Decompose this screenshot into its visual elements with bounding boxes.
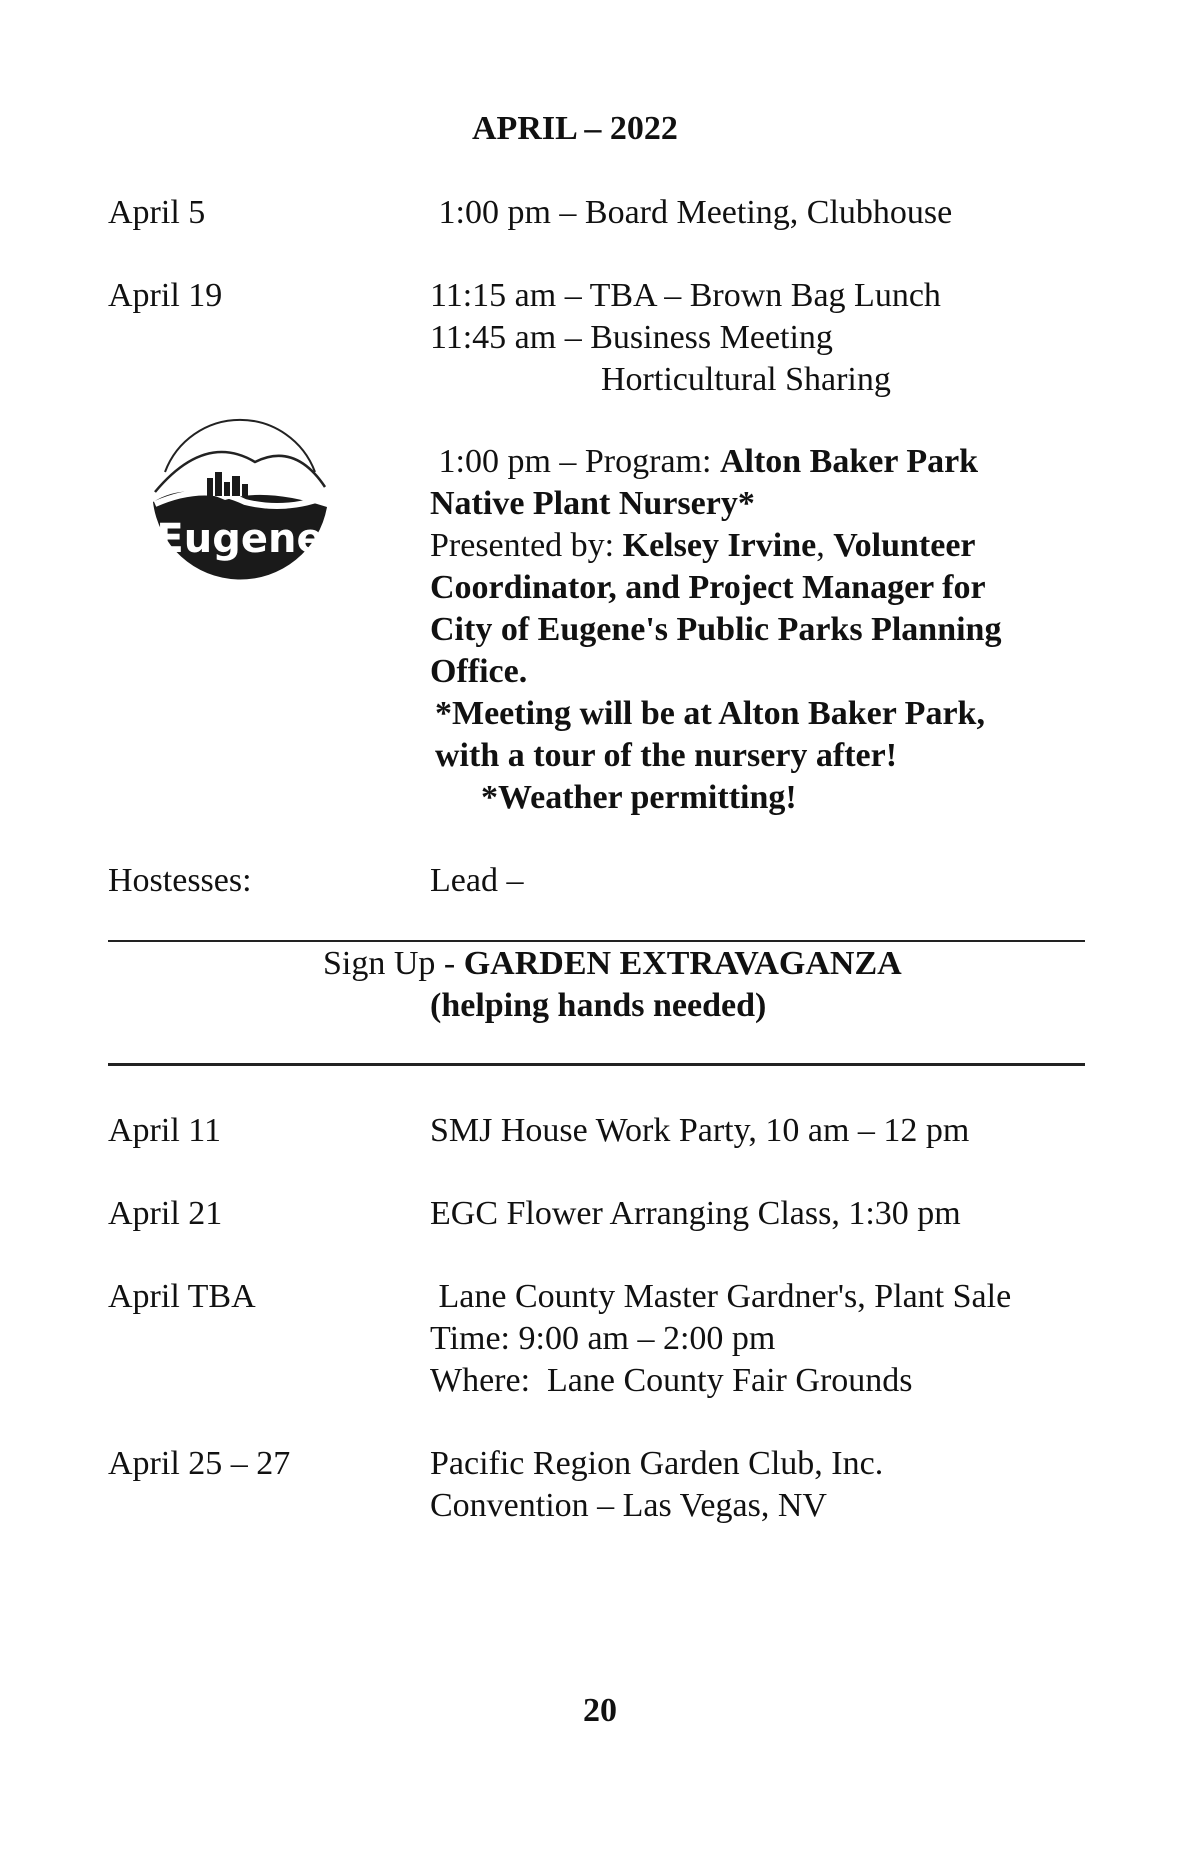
event-line: Where: Lane County Fair Grounds — [430, 1362, 913, 1399]
divider — [108, 1063, 1085, 1066]
event-date: April 11 — [108, 1112, 222, 1149]
event-date: April 21 — [108, 1195, 223, 1232]
program-line-1 — [430, 441, 978, 483]
program-note: *Meeting will be at Alton Baker Park, — [435, 695, 985, 732]
hostesses-label: Hostesses: — [108, 862, 252, 899]
signup-line — [323, 943, 902, 985]
eugene-city-logo-icon — [145, 412, 335, 597]
program-note: with a tour of the nursery after! — [435, 737, 898, 774]
signup-subtitle: (helping hands needed) — [430, 987, 767, 1024]
logo-text: Eugene — [156, 516, 324, 562]
signup-title: GARDEN EXTRAVAGANZA — [463, 945, 902, 982]
event-date: April 5 — [108, 194, 206, 231]
event-date: April 25 – 27 — [108, 1445, 291, 1482]
page-number: 20 — [583, 1692, 617, 1729]
presenter-role-line: Coordinator, and Project Manager for — [430, 569, 986, 606]
page-title: APRIL – 2022 — [472, 110, 678, 147]
event-line: Time: 9:00 am – 2:00 pm — [430, 1320, 776, 1357]
event-line: Horticultural Sharing — [601, 361, 891, 398]
presenter-role-line: City of Eugene's Public Parks Planning — [430, 611, 1002, 648]
presenter-role-line: Office. — [430, 653, 528, 690]
presenter-role: Volunteer — [833, 527, 976, 564]
presenter-name: Kelsey Irvine — [622, 527, 817, 564]
program-title-2: Native Plant Nursery* — [430, 485, 755, 522]
event-date: April TBA — [108, 1278, 256, 1315]
presented-by — [430, 525, 976, 567]
event-line: 1:00 pm – Board Meeting, Clubhouse — [430, 194, 953, 231]
program-note: *Weather permitting! — [481, 779, 797, 816]
event-line: 11:15 am – TBA – Brown Bag Lunch — [430, 277, 941, 314]
event-line: 11:45 am – Business Meeting — [430, 319, 833, 356]
signup-prefix: Sign Up - — [323, 945, 464, 982]
event-line: Lane County Master Gardner's, Plant Sale — [430, 1278, 1012, 1315]
event-line: Pacific Region Garden Club, Inc. — [430, 1445, 884, 1482]
event-line: SMJ House Work Party, 10 am – 12 pm — [430, 1112, 970, 1149]
presented-prefix: Presented by: — [430, 527, 623, 564]
event-line: EGC Flower Arranging Class, 1:30 pm — [430, 1195, 961, 1232]
eugene-logo — [145, 412, 335, 597]
hostesses-value: Lead – — [430, 862, 524, 899]
presenter-comma: , — [816, 527, 834, 564]
event-date: April 19 — [108, 277, 223, 314]
event-line: Convention – Las Vegas, NV — [430, 1487, 827, 1524]
program-time: 1:00 pm – Program: — [430, 443, 720, 480]
program-title: Alton Baker Park — [719, 443, 979, 480]
divider — [108, 940, 1085, 942]
